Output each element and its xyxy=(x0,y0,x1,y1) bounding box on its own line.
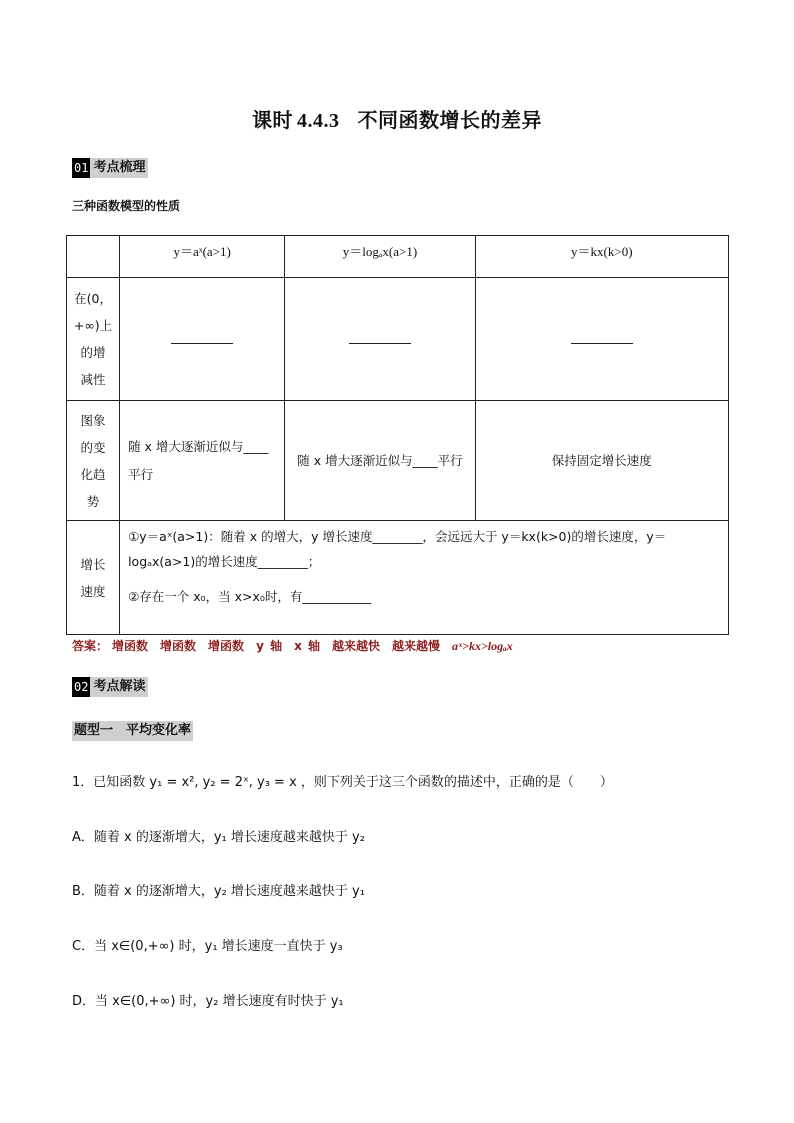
section-header-2 xyxy=(72,677,148,697)
title-prefix: 课时 xyxy=(252,108,293,132)
blank-cell xyxy=(475,278,728,401)
row-label-trend: 图象 的变 化趋 势 xyxy=(67,401,120,521)
option-b: B．随着 x 的逐渐增大，y₂ 增长速度越来越快于 y₁ xyxy=(72,884,365,899)
table-corner xyxy=(67,236,120,278)
trend-log: 随 x 增大逐渐近似与____平行 xyxy=(285,401,475,521)
section-label: 考点解读 xyxy=(90,677,148,697)
section-number: 01 xyxy=(72,158,90,178)
table-header-exp: y＝aˣ(a>1) xyxy=(120,236,285,278)
subheading: 三种函数模型的性质 xyxy=(72,199,181,213)
section-label: 考点梳理 xyxy=(90,158,148,178)
growth-line-2: ②存在一个 x₀，当 x>x₀时，有___________ xyxy=(128,589,372,604)
section-number: 02 xyxy=(72,677,90,697)
row-label-monotonicity: 在(0， +∞)上 的增 减性 xyxy=(67,278,120,401)
properties-table xyxy=(66,235,729,635)
growth-line-1: ①y＝aˣ(a>1)：随着 x 的增大，y 增长速度________，会远远大于 y＝kx(k>0)的增长速度，y＝logₐx(a>1)的增长速度________； xyxy=(128,529,667,569)
blank-cell xyxy=(120,278,285,401)
row-label-growth: 增长 速度 xyxy=(67,521,120,635)
title-text: 不同函数增长的差异 xyxy=(357,108,542,132)
growth-speed-cell xyxy=(120,521,729,635)
page-title xyxy=(0,104,794,133)
trend-exp: 随 x 增大逐渐近似与____平行 xyxy=(120,401,285,521)
option-c: C．当 x∈(0,+∞) 时，y₁ 增长速度一直快于 y₃ xyxy=(72,939,343,954)
trend-linear: 保持固定增长速度 xyxy=(475,401,728,521)
option-a: A．随着 x 的逐渐增大，y₁ 增长速度越来越快于 y₂ xyxy=(72,830,365,845)
answer-line: 答案： 增函数 增函数 增函数 y 轴 x 轴 越来越快 越来越慢 aˣ>kx>logₐx xyxy=(72,639,513,653)
blank-cell xyxy=(285,278,475,401)
section-header-1 xyxy=(72,158,148,178)
table-header-log: y＝logₐx(a>1) xyxy=(285,236,475,278)
title-number: 4.4.3 xyxy=(297,110,340,132)
question-stem: 1．已知函数 y₁ = x², y₂ = 2ˣ, y₃ = x ，则下列关于这三个函数的描述中，正确的是（ ） xyxy=(72,775,613,790)
option-d: D．当 x∈(0,+∞) 时，y₂ 增长速度有时快于 y₁ xyxy=(72,994,344,1009)
question-type-heading: 题型一 平均变化率 xyxy=(72,721,193,741)
table-header-linear: y＝kx(k>0) xyxy=(475,236,728,278)
